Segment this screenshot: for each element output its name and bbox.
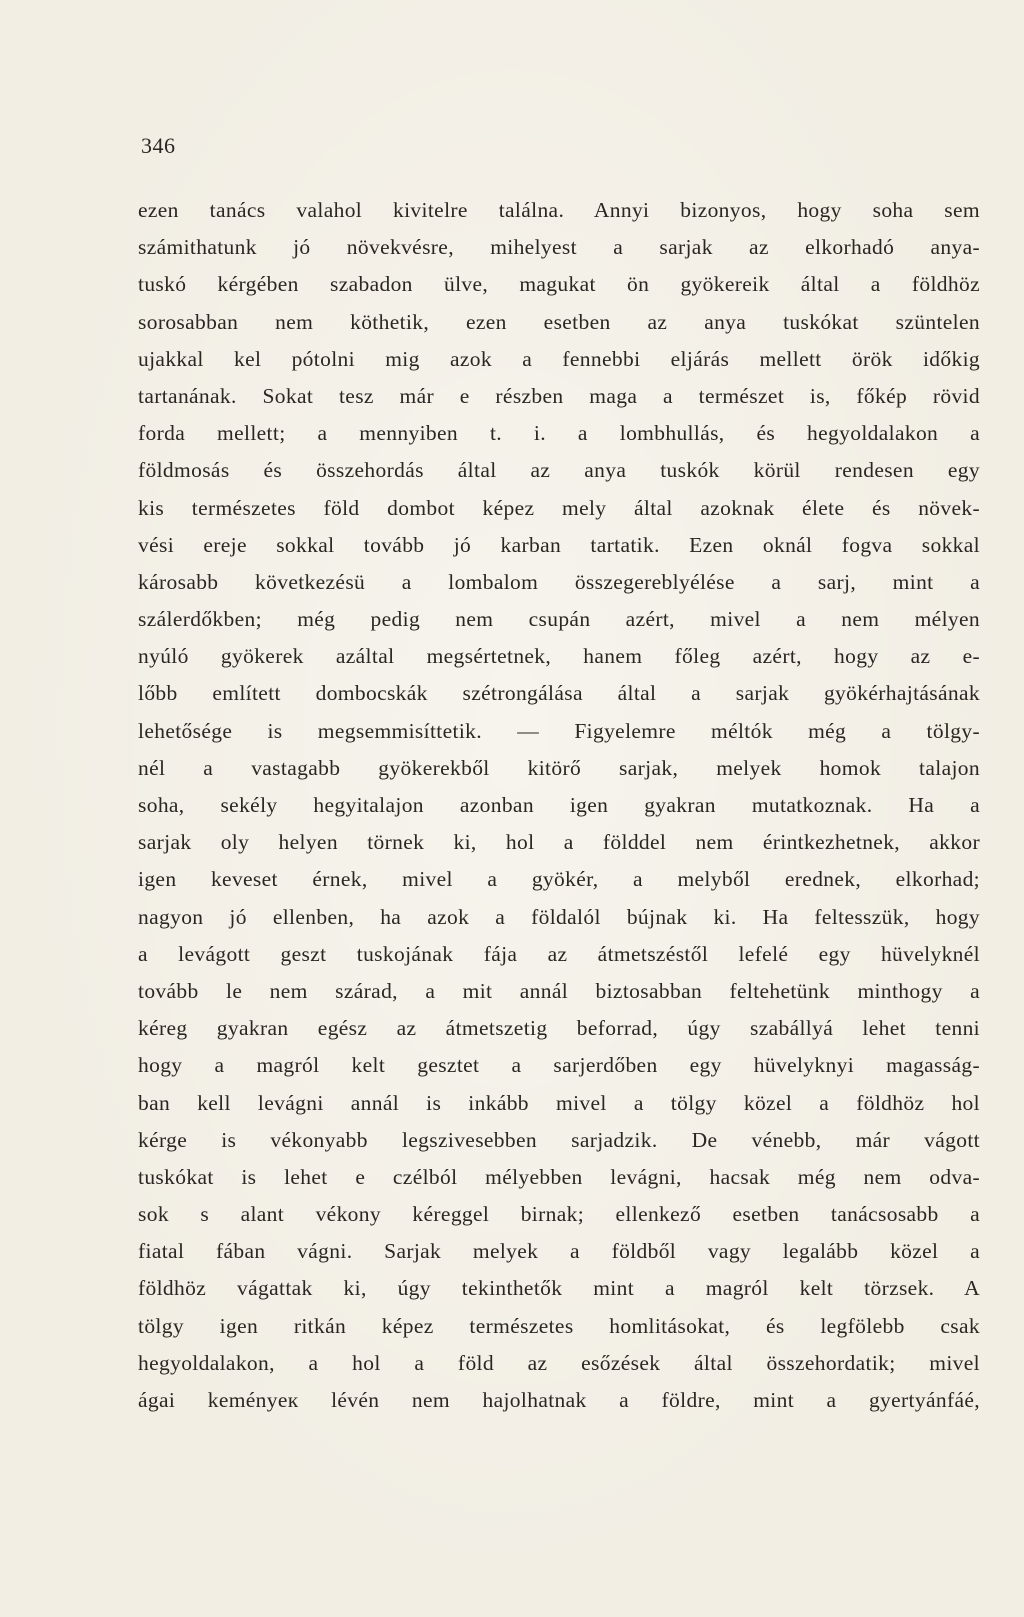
text-line: tovább le nem szárad, a mit annál biztosabban feltehetünk minthogy a xyxy=(138,978,980,1003)
text-line: lőbb említett dombocskák szétrongálása által a sarjak gyökérhajtásának xyxy=(138,681,980,706)
text-line: földhöz vágattak ki, úgy tekinthetők mint a magról kelt törzsek. A xyxy=(138,1276,980,1301)
text-line: sorosabban nem köthetik, ezen esetben az anya tuskókat szüntelen xyxy=(138,309,980,334)
text-line: ezen tanács valahol kivitelre találna. Annyi bizonyos, hogy soha sem xyxy=(138,198,980,222)
text-line: kis természetes föld dombot képez mely által azoknak élete és növek- xyxy=(138,495,980,520)
text-line: kéreg gyakran egész az átmetszetig beforrad, úgy szabállyá lehet tenni xyxy=(138,1016,980,1041)
text-line: fiatal fában vágni. Sarjak melyek a földből vagy legalább közel a xyxy=(138,1239,980,1264)
text-line: vési ereje sokkal tovább jó karban tartatik. Ezen oknál fogva sokkal xyxy=(138,532,980,557)
text-line: hogy a magról kelt gesztet a sarjerdőben egy hüvelyknyi magasság- xyxy=(138,1053,980,1078)
text-line: tartanának. Sokat tesz már e részben maga a természet is, főkép rövid xyxy=(138,383,980,408)
text-line: károsabb következésü a lombalom összegereblyélése a sarj, mint a xyxy=(138,569,980,594)
text-line: ban kell levágni annál is inkább mivel a tölgy közel a földhöz hol xyxy=(138,1090,980,1115)
text-line: tölgy igen ritkán képez természetes homlitásokat, és legfölebb csak xyxy=(138,1313,980,1338)
text-line: lehetősége is megsemmisíttetik. — Figyelemre méltók még a tölgy- xyxy=(138,718,980,743)
text-line: szálerdőkben; még pedig nem csupán azért, mivel a nem mélyen xyxy=(138,607,980,632)
text-line: tuskó kérgében szabadon ülve, magukat ön gyökereik által a földhöz xyxy=(138,272,980,297)
text-line: forda mellett; a mennyiben t. i. a lombhullás, és hegyoldalakon a xyxy=(138,421,980,446)
text-line: sarjak oly helyen törnek ki, hol a földdel nem érintkezhetnek, akkor xyxy=(138,830,980,855)
text-line: ágai keményeк lévén nem hajolhatnak a földre, mint a gyertyánfáé, xyxy=(138,1388,980,1412)
text-line: hegyoldalakon, a hol a föld az esőzések által összehordatik; mivel xyxy=(138,1350,980,1375)
text-line: nagyon jó ellenben, ha azok a földalól bújnak ki. Ha feltesszük, hogy xyxy=(138,904,980,929)
text-line: kérge is vékonyabb legszivesebben sarjadzik. De vénebb, már vágott xyxy=(138,1127,980,1152)
body-text xyxy=(138,192,980,1419)
text-line: soha, sekély hegyitalajon azonban igen gyakran mutatkoznak. Ha a xyxy=(138,793,980,817)
text-line: sok s alant vékony kéreggel birnak; ellenkező esetben tanácsosabb a xyxy=(138,1202,980,1227)
text-line: a levágott geszt tuskojának fája az átmetszéstől lefelé egy hüvelyknél xyxy=(138,941,980,966)
text-line: nyúló gyökerek azáltal megsértetnek, hanem főleg azért, hogy az e- xyxy=(138,644,980,669)
text-line: igen keveset érnek, mivel a gyökér, a melyből erednek, elkorhad; xyxy=(138,867,980,892)
text-line: számithatunk jó növekvésre, mihelyest a sarjak az elkorhadó anya- xyxy=(138,235,980,260)
text-line: nél a vastagabb gyökerekből kitörő sarjak, melyek homok talajon xyxy=(138,755,980,780)
text-line: tuskókat is lehet e czélból mélyebben levágni, hacsak még nem odva- xyxy=(138,1164,980,1189)
page-number: 346 xyxy=(141,133,176,158)
text-line: ujakkal kel pótolni mig azok a fennebbi eljárás mellett örök időkig xyxy=(138,346,980,371)
text-line: földmosás és összehordás által az anya tuskók körül rendesen egy xyxy=(138,458,980,483)
